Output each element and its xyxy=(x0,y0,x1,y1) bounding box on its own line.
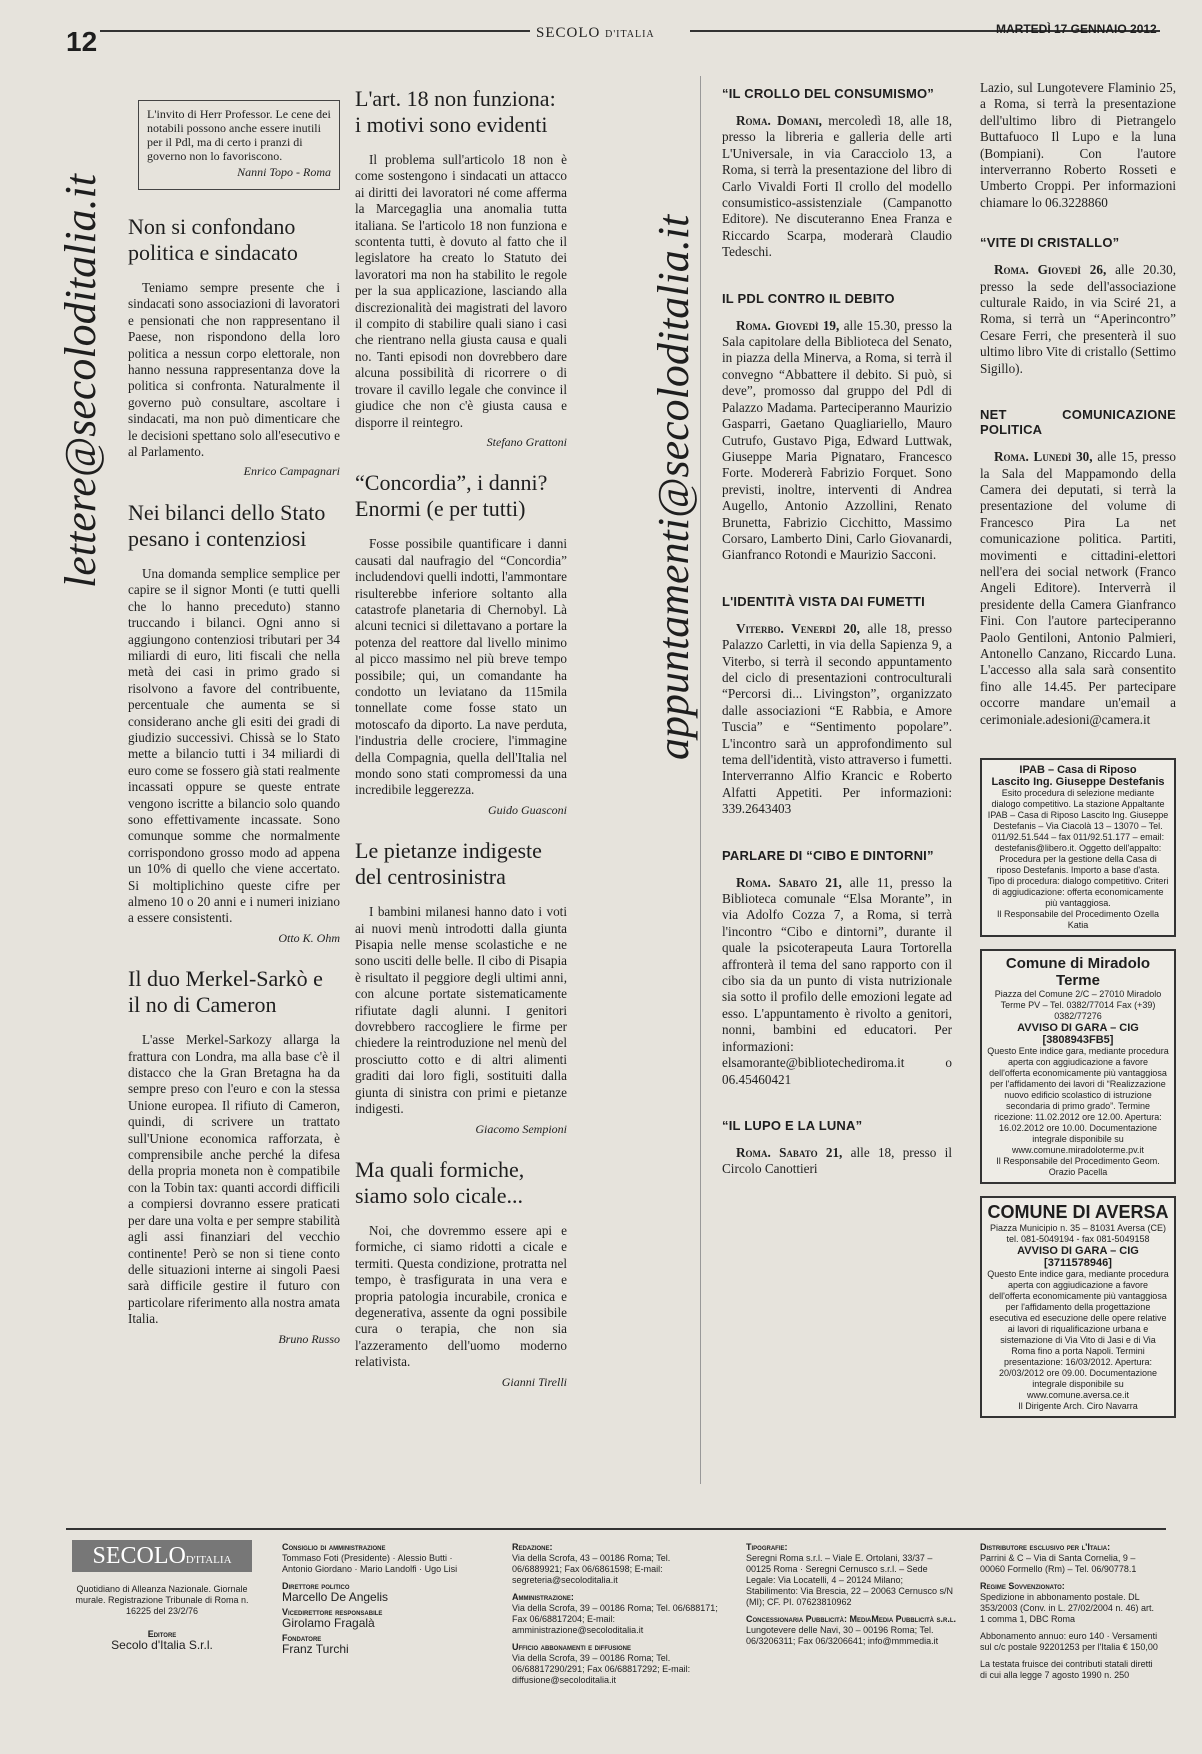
ad-body: Questo Ente indice gara, mediante procedura aperta con aggiudicazione a favore dell'offerta economicamente più vantaggiosa per l'affidamento della progettazione esecutiva ed esecuzione delle opere relative ai lavori di riqualificazione urbana e sistemazione di Via Vito di Jasi e di Via Roma fino a porta Napoli. Termini presentazione: 16/03/2012. Apertura: 20/03/2012 ore 09.00. Documentazione integrale disponibile su www.comune.aversa.ce.it xyxy=(987,1269,1169,1400)
event-body: alle 18, presso il Circolo Canottieri xyxy=(722,1144,953,1177)
footer-publisher: Secolo d'Italia S.r.l. xyxy=(111,1638,213,1652)
article-body: Fosse possibile quantificare i danni causati dal naufragio del “Concordia” includendovi quelli indotti, l'ammontare risulterebbe inferiore soltanto alla catastrofe planetaria di Chernobyl. Là alcuni tecnici si dilettavano a portare la potenza del reattore dal livello minimo al picco massimo nel più breve tempo possibile; qui, un comandante ha condotto un leviatano da 115mila tonnellate come fosse stato un motoscafo da diporto. La nave perduta, l'industria delle crociere, l'immagine della Compagnia, quella dell'Italia nel mondo sono stati compromessi da una incredibile leggerezza. xyxy=(355,536,567,798)
ad-title: IPAB – Casa di Riposo xyxy=(1019,764,1137,776)
letter-box xyxy=(138,100,340,190)
article-signature: Otto K. Ohm xyxy=(278,930,340,945)
footer-heading: Amministrazione: xyxy=(512,1592,574,1602)
ad-notice: AVVISO DI GARA – CIG [3711578946] xyxy=(1017,1245,1139,1269)
ad-body: Esito procedura di selezione mediante dialogo competitivo. La stazione Appaltante IPAB – Casa di Riposo Lascito Ing. Giuseppe Destefanis – Via Ciacolà 13 – 13070 – Tel. 011/92.51.544 – fax 011/92.51.177 – email: destefanis@libero.it. Oggetto dell'appalto: Procedura per la gestione della Casa di riposo Destefanis. Importo a base d'asta. Tipo di procedura: dialogo competitivo. Criteri di aggiudicazione: offerta economicamente più vantaggiosa. xyxy=(987,788,1169,908)
letters-column-1 xyxy=(128,100,340,1367)
page-number: 12 xyxy=(66,26,98,57)
ad-subtitle: Piazza Municipio n. 35 – 81031 Aversa (CE) tel. 081-5049194 - fax 081-5049158 xyxy=(990,1223,1166,1244)
article-signature: Giacomo Sempioni xyxy=(475,1121,567,1136)
article-body: Noi, che dovremmo essere api e formiche, ci siamo ridotti a cicale e termiti. Questa condizione, protratta nel tempo, è trasfigurata in una vera e propria patologia incurabile, cronica e degenerativa, assente da ogni possibile cura o terapia, che non sia l'azzeramento dell'uomo moderno relativista. xyxy=(355,1222,567,1370)
ad-ipab xyxy=(980,758,1176,937)
events-sidebar-email[interactable]: appuntamenti@secoloditalia.it xyxy=(649,214,698,760)
event-item xyxy=(722,291,952,564)
event-item xyxy=(722,86,952,261)
event-body: alle 15, presso la Sala del Mappamondo della Camera dei deputati, si terrà la presentazione del volume di Francesco Pira La net comunicazione politica. Partiti, movimenti e cittadini-elettori nell'era dei social network (Franco Angeli Editore). Interverrà il presidente della Camera Gianfranco Fini. Con l'autore parteciperanno Paolo Gentiloni, Antonio Palmieri, Antonello Canzano, Riccardo Luna. L'accesso alla sala sarà consentito fino alle 14.45. Per partecipare occorre mandare un'email a cerimoniale.adesioni@camera.it xyxy=(980,449,1176,727)
article-signature: Gianni Tirelli xyxy=(501,1374,567,1389)
header-date: MARTEDÌ 17 GENNAIO 2012 xyxy=(996,22,1157,36)
letter-box-text: L'invito di Herr Professor. Le cene dei notabili possono anche essere inutili per il Pdl, ma di certo i pranzi di governo non lo favoriscono. xyxy=(147,107,331,163)
event-lead: Roma. Giovedì 19, xyxy=(736,317,840,333)
footer-distribution-block xyxy=(980,1542,1160,1681)
footer-description: Quotidiano di Alleanza Nazionale. Giornale murale. Registrazione Tribunale di Roma n. 16225 del 23/2/76 xyxy=(75,1584,249,1616)
event-title: “VITE DI CRISTALLO” xyxy=(980,235,1120,251)
article-title: Non si confondano politica e sindacato xyxy=(128,214,298,265)
footer-vice-director: Girolamo Fragalà xyxy=(282,1616,375,1630)
article-title: Nei bilanci dello Stato pesano i contenziosi xyxy=(128,499,326,551)
ad-title: Comune di Miradolo Terme xyxy=(1005,955,1151,989)
letters-sidebar-email[interactable]: lettere@secoloditalia.it xyxy=(56,174,105,588)
footer-heading: Editore xyxy=(147,1629,177,1639)
article-title: Le pietanze indigeste del centrosinistra xyxy=(355,838,542,890)
event-title: “IL CROLLO DEL CONSUMISMO” xyxy=(722,86,935,101)
masthead-footer xyxy=(66,1528,1166,1720)
ad-signature: Il Responsabile del Procedimento Ozella Katia xyxy=(996,909,1160,930)
article-signature: Stefano Grattoni xyxy=(486,434,567,449)
footer-abbonamento: Abbonamento annuo: euro 140 · Versamenti sul c/c postale 92201253 per l'Italia € 150,00 xyxy=(980,1631,1158,1652)
event-continuation: Lazio, sul Lungotevere Flaminio 25, a Roma, si terrà la presentazione dell'ultimo libro di Pietrangelo Buttafuoco Il Lupo e la luna (Bompiani). Con l'autore interverranno Roberto Rosseti e Umberto Croppi. Per informazioni chiamare lo 06.3228860 xyxy=(980,80,1176,210)
article-body: Il problema sull'articolo 18 non è come sostengono i sindacati un attacco ai diritti dei lavoratori né come afferma la Marcegaglia una anomalia tutta italiana. Se l'articolo 18 non funziona e scontenta tutti, è dovuto al fatto che il legislatore ha creato lo Statuto dei lavoratori ma non ha stabilito le regole per la sua applicazione, lasciando alla discrezionalità dei magistrati del lavoro il compito di stabilire quali siano i casi che rientrano nella giusta causa e quali no. Tanti episodi non dovrebbero dare alcuna possibilità di ricorrere o di trovare il cavillo legale che convince il giudice che non c'è giusta causa e disporre il reintegro. xyxy=(355,152,567,430)
events-column-2 xyxy=(980,80,1176,1430)
article-title: “Concordia”, i danni? Enormi (e per tutti) xyxy=(355,470,548,522)
footer-heading: Redazione: xyxy=(512,1542,553,1552)
footer-heading: Regime Sovvenzionato: xyxy=(980,1581,1065,1591)
footer-distributore: Parrini & C – Via di Santa Cornelia, 9 – 00060 Formello (Rm) – Tel. 06/90778.1 xyxy=(980,1553,1137,1574)
event-title: IL PDL CONTRO IL DEBITO xyxy=(722,290,895,306)
ad-subtitle: Lascito Ing. Giuseppe Destefanis xyxy=(991,776,1165,788)
footer-contributi: La testata fruisce dei contributi statali diretti di cui alla legge 7 agosto 1990 n. 250 xyxy=(980,1659,1153,1680)
footer-description-block xyxy=(72,1584,252,1651)
footer-print-block xyxy=(746,1542,956,1647)
footer-director: Marcello De Angelis xyxy=(282,1590,389,1604)
article-body: I bambini milanesi hanno dato i voti ai nuovi menù introdotti dalla giunta Pisapia nelle mense scolastiche e ne sono usciti delle belle. Il cibo di Pisapia è risultato il peggiore degli ultimi anni, con alcune portate sistematicamente rifiutate dagli alunni. I genitori dovrebbero raccogliere le firme per chiedere la reintroduzione nel menù del prosciutto cotto e di altri alimenti graditi dai loro figli, sostituiti dalla giunta di sinistra con primi e pietanze indigesti. xyxy=(355,904,567,1117)
ad-miradolo xyxy=(980,949,1176,1184)
footer-heading: Consiglio di amministrazione xyxy=(282,1542,386,1552)
article-title: L'art. 18 non funziona: i motivi sono evidenti xyxy=(355,86,556,137)
footer-heading: Tipografie: xyxy=(746,1542,788,1552)
footer-logo: SECOLOD'ITALIA xyxy=(72,1540,252,1572)
ad-title: COMUNE DI AVERSA xyxy=(987,1202,1169,1222)
footer-amministrazione: Via della Scrofa, 39 – 00186 Roma; Tel. 06/688171; Fax 06/68817204; E-mail: amministrazione@secoloditalia.it xyxy=(512,1603,718,1635)
column-divider xyxy=(700,76,701,1484)
ad-notice: AVVISO DI GARA – CIG [3808943FB5] xyxy=(1017,1022,1139,1046)
event-lead: Roma. Sabato 21, xyxy=(736,1144,843,1160)
event-lead: Roma. Domani, xyxy=(736,113,822,128)
footer-concessionaria: Lungotevere delle Navi, 30 – 00196 Roma; Tel. 06/3206311; Fax 06/3206641; info@mmmedia.it xyxy=(746,1625,939,1646)
ad-aversa xyxy=(980,1196,1176,1418)
event-item xyxy=(722,848,952,1088)
footer-board: Tommaso Foti (Presidente) · Alessio Butti · Antonio Giordano · Mario Landolfi · Ugo Lisi xyxy=(282,1553,458,1574)
article-title: Il duo Merkel-Sarkò e il no di Cameron xyxy=(128,966,323,1018)
article-title: Ma quali formiche, siamo solo cicale... xyxy=(355,1156,525,1208)
footer-abbonamenti: Via della Scrofa, 39 – 00186 Roma; Tel. 06/68817290/291; Fax 06/68817292; E-mail: diffusione@secoloditalia.it xyxy=(512,1653,691,1685)
footer-heading: Concessionaria Pubblicità: MediaMedia Pubblicità s.r.l. xyxy=(746,1614,956,1624)
event-body: alle 20.30, presso la sede dell'associazione culturale Raido, in via Sciré 21, a Roma, si terrà un “Aperincontro” Cesare Ferri, che presenterà il suo ultimo libro Vite di cristallo (Settimo Sigillo). xyxy=(980,262,1176,376)
event-lead: Roma. Giovedì 26, xyxy=(994,262,1107,278)
footer-heading: Distributore esclusivo per l'Italia: xyxy=(980,1542,1111,1552)
ad-subtitle: Piazza del Comune 2/C – 27010 Miradolo Terme PV – Tel. 0382/77014 Fax (+39) 0382/77276 xyxy=(994,989,1162,1021)
footer-heading: Direttore politico xyxy=(282,1581,350,1591)
header-brand: SECOLO D'ITALIA xyxy=(536,25,655,41)
article-body: Teniamo sempre presente che i sindacati sono associazioni di lavoratori e pensionati che non rappresentano il Paese, non rispondono della loro politica a nessun corpo elettorale, non hanno nessuna rappresentanza dove la politica si confronta. Naturalmente il governo può consultare, ascoltare i sindacati, ma non può dimenticare che le decisioni spettano solo all'esecutivo e al Parlamento. xyxy=(128,280,340,460)
event-item xyxy=(722,1118,952,1178)
footer-heading: Ufficio abbonamenti e diffusione xyxy=(512,1642,631,1652)
footer-founder: Franz Turchi xyxy=(282,1642,349,1656)
event-body: alle 11, presso la Biblioteca comunale “Elsa Morante”, in via Adolfo Cozza 7, a Roma, si terrà l'incontro “Cibo e dintorni”, durante il quale la psicoterapeuta Laura Tortorella affronterà il tema del sano rapporto con il cibo sia da un punto di vista nutrizionale sia sotto il profilo delle emozioni legate ad esso. L'appuntamento è rivolto a genitori, nonni, bambini ed educatori. Per informazioni: elsamorante@bibliotechediroma.it o 06.45460421 xyxy=(722,874,953,1087)
ad-body: Questo Ente indice gara, mediante procedura aperta con aggiudicazione a favore dell'offerta economicamente più vantaggiosa per l'affidamento dei lavori di “Realizzazione nuovo edificio scolastico di istruzione secondaria di primo grado”. Termine ricezione: 11.02.2012 ore 12.00. Apertura: 16.02.2012 ore 10.00. Documentazione integrale disponibile su www.comune.miradoloterme.pv.it xyxy=(987,1046,1169,1155)
event-title: “IL LUPO E LA LUNA” xyxy=(722,1117,863,1133)
event-title: NET COMUNICAZIONE POLITICA xyxy=(980,407,1176,438)
footer-heading: Fondatore xyxy=(282,1633,322,1643)
article-body: Una domanda semplice semplice per capire se il signor Monti (e tutti quelli che lo hanno preceduto) stanno truccando i bilanci. Ogni anno si aggiungono contenziosi tributari per 34 miliardi di euro, liti fiscali che nella metà dei casi in primo grado si risolvono a favore del contribuente, percentuale che aumenta se si considerano anche gli esiti dei gradi di giudizio successivi. Chissà se lo Stato mette a bilancio tutti i 34 miliardi di euro come se fossero già stati realmente incassati oppure se queste entrate vengono iscritte a bilancio solo quando sono effettivamente incassate. Sono comunque somme che normalmente corrispondono grosso modo ad appena un 10% di quello che viene accertato. Si moltiplichino queste cifre per almeno 10 o 20 anni e i numeri iniziano a essere consistenti. xyxy=(128,565,340,926)
event-item xyxy=(980,235,1176,377)
footer-tipografie: Seregni Roma s.r.l. – Viale E. Ortolani, 33/37 – 00125 Roma · Seregni Cernusco s.r.l. – Sede Legale: Via Locatelli, 4 – 20124 Milano; Stabilimento: Via Brescia, 22 – 20063 Cernusco s/N (MI); CF. PI. 07623810962 xyxy=(746,1553,953,1607)
letters-column-2 xyxy=(355,86,567,1410)
footer-heading: Vicedirettore responsabile xyxy=(282,1607,383,1617)
event-title: PARLARE DI “CIBO E DINTORNI” xyxy=(722,847,934,863)
ad-signature: Il Responsabile del Procedimento Geom. Orazio Pacella xyxy=(996,1156,1160,1177)
event-item xyxy=(980,407,1176,728)
footer-redazione: Via della Scrofa, 43 – 00186 Roma; Tel. 06/6889921; Fax 06/6861598; E-mail: segreteria@secoloditalia.it xyxy=(512,1553,671,1585)
event-lead: Roma. Sabato 21, xyxy=(736,874,842,890)
event-body: alle 18, presso Palazzo Carletti, in via della Sapienza 9, a Viterbo, si terrà il secondo appuntamento del ciclo di presentazioni controculturali “Percorsi di... Livingston”, organizzato dalle associazioni “E Rabbia, e Amore Tuscia” e “Sentimento popolare”. L'incontro sarà un approfondimento sul tema dell'identità, visto attraverso i fumetti. Interverranno Alfio Krancic e Roberto Alfatti Appetiti. Per informazioni: 339.2643403 xyxy=(722,620,953,817)
event-item xyxy=(722,594,952,818)
article-body: L'asse Merkel-Sarkozy allarga la frattura con Londra, ma alla base c'è il distacco che la Gran Bretagna ha da sempre preso con l'euro e con la stessa Unione europea. Il rifiuto di Cameron, quindi, di scrivere un trattato sull'Unione economica rafforzata, è comprensibile anche perché la difesa della propria moneta non è compatibile con la Tobin tax: quanti accordi difficili a compiersi dovranno essere praticati per dare una volta e per sempre stabilità agli assi finanziari del vecchio continente! Però se non si tiene conto delle situazioni interne ai singoli Paesi sarà difficile gestire il futuro con particolare riferimento alla nostra amata Italia. xyxy=(128,1032,340,1327)
event-body: alle 15.30, presso la Sala capitolare della Biblioteca del Senato, in piazza della Minerva, a Roma, si terrà il convegno “Abbattere il debito. Si può, si deve”, promosso dal gruppo del Pdl di Palazzo Madama. Parteciperanno Maurizio Gasparri, Gaetano Quagliariello, Mauro Cutrufo, Gustavo Piga, Edward Luttwak, Giuseppe Maria Pignataro, Francesco Forte. Modererà Fabrizio Forquet. Sono previsti, inoltre, interventi di Andrea Augello, Antonio Azzollini, Renato Brunetta, Fabrizio Cicchitto, Massimo Corsaro, Lamberto Dini, Carlo Giovanardi, Gianfranco Rotondi e Maurizio Sacconi. xyxy=(722,317,953,563)
event-body: mercoledì 18, alle 18, presso la libreria e galleria delle arti L'Universale, in via Caracciolo 13, a Roma, si terrà la presentazione del libro di Carlo Vivaldi Forti Il crollo del modello consumistico-assistenziale (Campanotto Editore). Ne discuteranno Enea Franza e Riccardo Scarpa, moderarà Claudio Tedeschi. xyxy=(722,113,952,260)
header-rule-left xyxy=(100,30,530,32)
article-signature: Guido Guasconi xyxy=(488,802,567,817)
event-title: L'IDENTITÀ VISTA DAI FUMETTI xyxy=(722,593,925,609)
article-signature: Bruno Russo xyxy=(278,1331,340,1346)
event-lead: Roma. Lunedì 30, xyxy=(994,449,1093,465)
ad-signature: Il Dirigente Arch. Ciro Navarra xyxy=(1018,1401,1138,1411)
events-column-1 xyxy=(722,80,952,1208)
article-signature: Enrico Campagnari xyxy=(243,464,340,479)
letter-box-signature: Nanni Topo - Roma xyxy=(237,165,331,179)
footer-board-block xyxy=(282,1542,482,1655)
footer-contacts-block xyxy=(512,1542,722,1686)
event-lead: Viterbo. Venerdì 20, xyxy=(736,620,860,636)
footer-regime: Spedizione in abbonamento postale. DL 353/2003 (Conv. in L. 27/02/2004 n. 46) art. 1 comma 1, DBC Roma xyxy=(980,1592,1154,1624)
